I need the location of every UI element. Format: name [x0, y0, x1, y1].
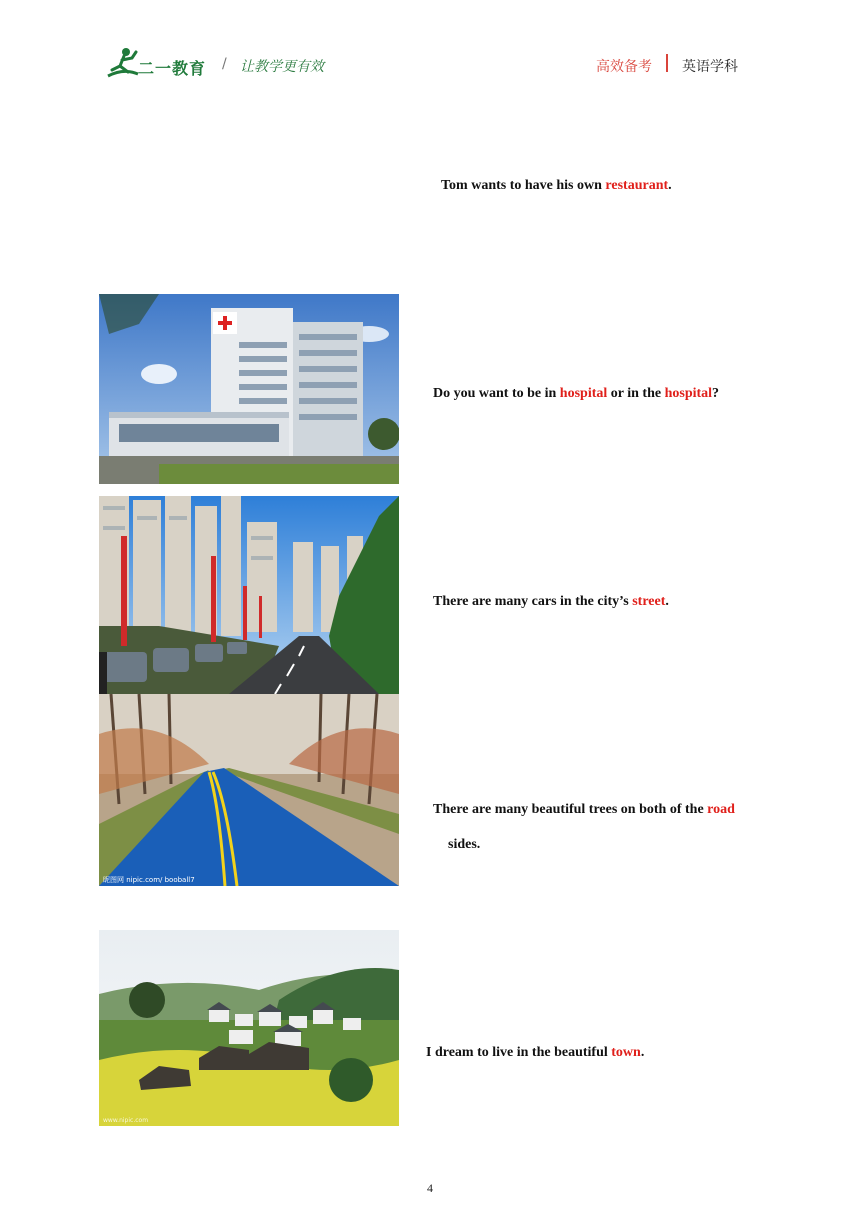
road-image-watermark: 昵图网 nipic.com/ booball7 [103, 876, 195, 884]
keyword-hospital-1: hospital [559, 386, 608, 401]
sentence-town: I dream to live in the beautiful town. [426, 1045, 645, 1060]
forest-road-image [99, 694, 399, 886]
town-image-watermark: www.nipic.com [103, 1117, 149, 1124]
header-divider [666, 54, 668, 72]
sentence-restaurant: Tom wants to have his own restaurant. [441, 178, 672, 193]
city-street-image [99, 496, 399, 694]
sentence-hospital: Do you want to be in hospital or in the hospital? [433, 386, 720, 401]
keyword-restaurant: restaurant [605, 178, 669, 193]
logo-text: 二一教育 [138, 59, 207, 78]
page-number: 4 [427, 1181, 433, 1195]
hospital-image [99, 294, 399, 484]
keyword-road: road [707, 802, 735, 817]
keyword-town: town [611, 1045, 641, 1060]
header-tag: 高效备考 [596, 59, 652, 75]
header-slash: / [222, 56, 227, 72]
town-image [99, 930, 399, 1126]
keyword-hospital-2: hospital [664, 386, 713, 401]
sentence-road: There are many beautiful trees on both of the road [433, 802, 735, 817]
page-header [0, 0, 860, 100]
keyword-street: street [632, 594, 666, 609]
sentence-street: There are many cars in the city’s street. [433, 594, 669, 609]
header-slogan: 让教学更有效 [240, 59, 324, 75]
header-subject: 英语学科 [682, 59, 738, 75]
sentence-road-line2: sides. [448, 837, 481, 852]
